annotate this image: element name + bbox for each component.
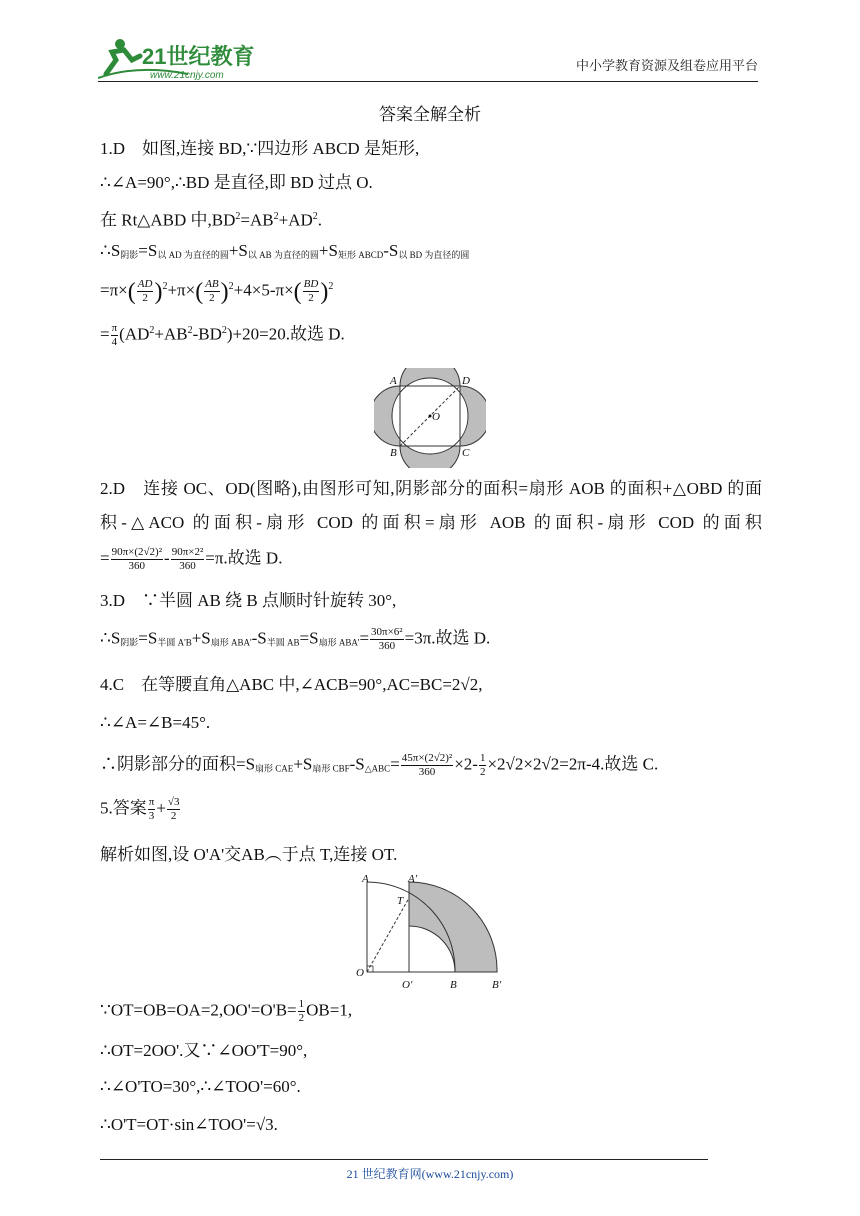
site-logo — [98, 34, 268, 82]
header-slogan: 中小学教育资源及组卷应用平台 — [575, 58, 758, 73]
label-D: D — [462, 375, 470, 387]
q5-line6: ∴O'T=OT·sin∠TOO'=√3. — [100, 1115, 278, 1134]
q5-line3: ∵OT=OB=OA=2,OO'=O'B= $\frac{1}{2}$ OB=1, — [100, 998, 353, 1024]
label-O: O — [432, 411, 440, 423]
label-A: A — [362, 873, 369, 885]
q5-line4: ∴OT=2OO'.又∵∠OO'T=90°, — [100, 1041, 308, 1060]
label-B: B — [390, 447, 397, 459]
q5-line5: ∴∠O'TO=30°,∴∠TOO'=60°. — [100, 1077, 301, 1096]
figure-5-rotated-sector — [352, 872, 512, 992]
label-T: T — [397, 895, 404, 907]
label-B-prime: B' — [492, 979, 502, 991]
q1-line3: 在 Rt△ABD 中$,BD^2=AB^2+AD^2$. — [100, 210, 323, 230]
header-rule — [98, 81, 758, 82]
logo-sub: www.21cnjy.com — [150, 70, 224, 81]
label-O-prime: O' — [402, 979, 413, 991]
q2-line2: 积-△ACO 的面积-扇形 COD 的面积=扇形 AOB 的面积-扇形 COD 的面积 — [100, 513, 762, 532]
page-header — [98, 30, 758, 82]
footer-rule — [100, 1159, 708, 1160]
label-C: C — [462, 447, 470, 459]
page-title: 答案全解全析 — [379, 105, 481, 124]
q4-line1: 4.C 在等腰直角△ABC 中,∠ACB=90°,AC=BC=2√2, — [100, 675, 483, 694]
label-A-prime: A' — [408, 873, 418, 885]
logo-text: 21世纪教育 — [142, 44, 255, 69]
q2-line3: = $\frac{\text{90π×(2√2)²}}{360}$ - $\frac{\text{90π×2²}}{360}$ =π.故选 D. — [100, 546, 283, 572]
q4-line2: ∴∠A=∠B=45°. — [100, 713, 211, 732]
q4-line3: ∴阴影部分的面积$=S_{扇形 CAE}+S_{扇形 CBF}-S_{\triangle ABC}=$ $\frac{\text{45π×(2√2)²}}{360}$ ×2- $\frac{1}{2}$ ×2√2×2√2=2π-4.故选 C. — [100, 752, 659, 778]
q5-line1: 5.答案 $\frac{\pi}{3}$ + $\frac{√3}{2}$ — [100, 796, 180, 822]
figure-1-circle-rectangle — [374, 368, 486, 468]
q1-line2: ∴∠A=90°,∴BD 是直径,即 BD 过点 O. — [100, 173, 373, 192]
label-A: A — [390, 375, 397, 387]
footer-link[interactable]: 21 世纪教育网(www.21cnjy.com) — [346, 1167, 514, 1181]
q1-line1: 1.D 如图,连接 BD,∵四边形 ABCD 是矩形, — [100, 139, 420, 158]
q5-line2: 解析如图,设 O'A'交AB︵于点 T,连接 OT. — [100, 845, 398, 864]
label-B: B — [450, 979, 457, 991]
q2-line1: 2.D 连接 OC、OD(图略),由图形可知,阴影部分的面积=扇形 AOB 的面积+△OBD 的面 — [100, 479, 762, 498]
q3-line1: 3.D ∵半圆 AB 绕 B 点顺时针旋转 30°, — [100, 591, 397, 610]
q3-line2: $\therefore S_{阴影}=S_{半圆 A'B}+S_{扇形 ABA'}-S_{半圆 AB}=S_{扇形 ABA'}=$ $\frac{\text{30π×6²}}{360}$ =3π.故选 D. — [100, 626, 491, 652]
q1-line6: = $\frac{\pi}{4}$ $(AD^2+AB^2-BD^2)+20=20$.故选 D. — [100, 322, 345, 349]
q1-line4: $\therefore S_{阴影}=S_{以 AD 为直径的圆}+S_{以 AB 为直径的圆}+S_{矩形 ABCD}-S_{以 BD 为直径的圆}$ — [100, 241, 470, 260]
q1-line5: =π×( $\frac{AD}{2}$ )$^2$+π×( $\frac{AB}{2}$ )$^2$+4×5-π×( $\frac{BD}{2}$ )$^2$ — [100, 278, 334, 305]
label-O: O — [356, 967, 364, 979]
